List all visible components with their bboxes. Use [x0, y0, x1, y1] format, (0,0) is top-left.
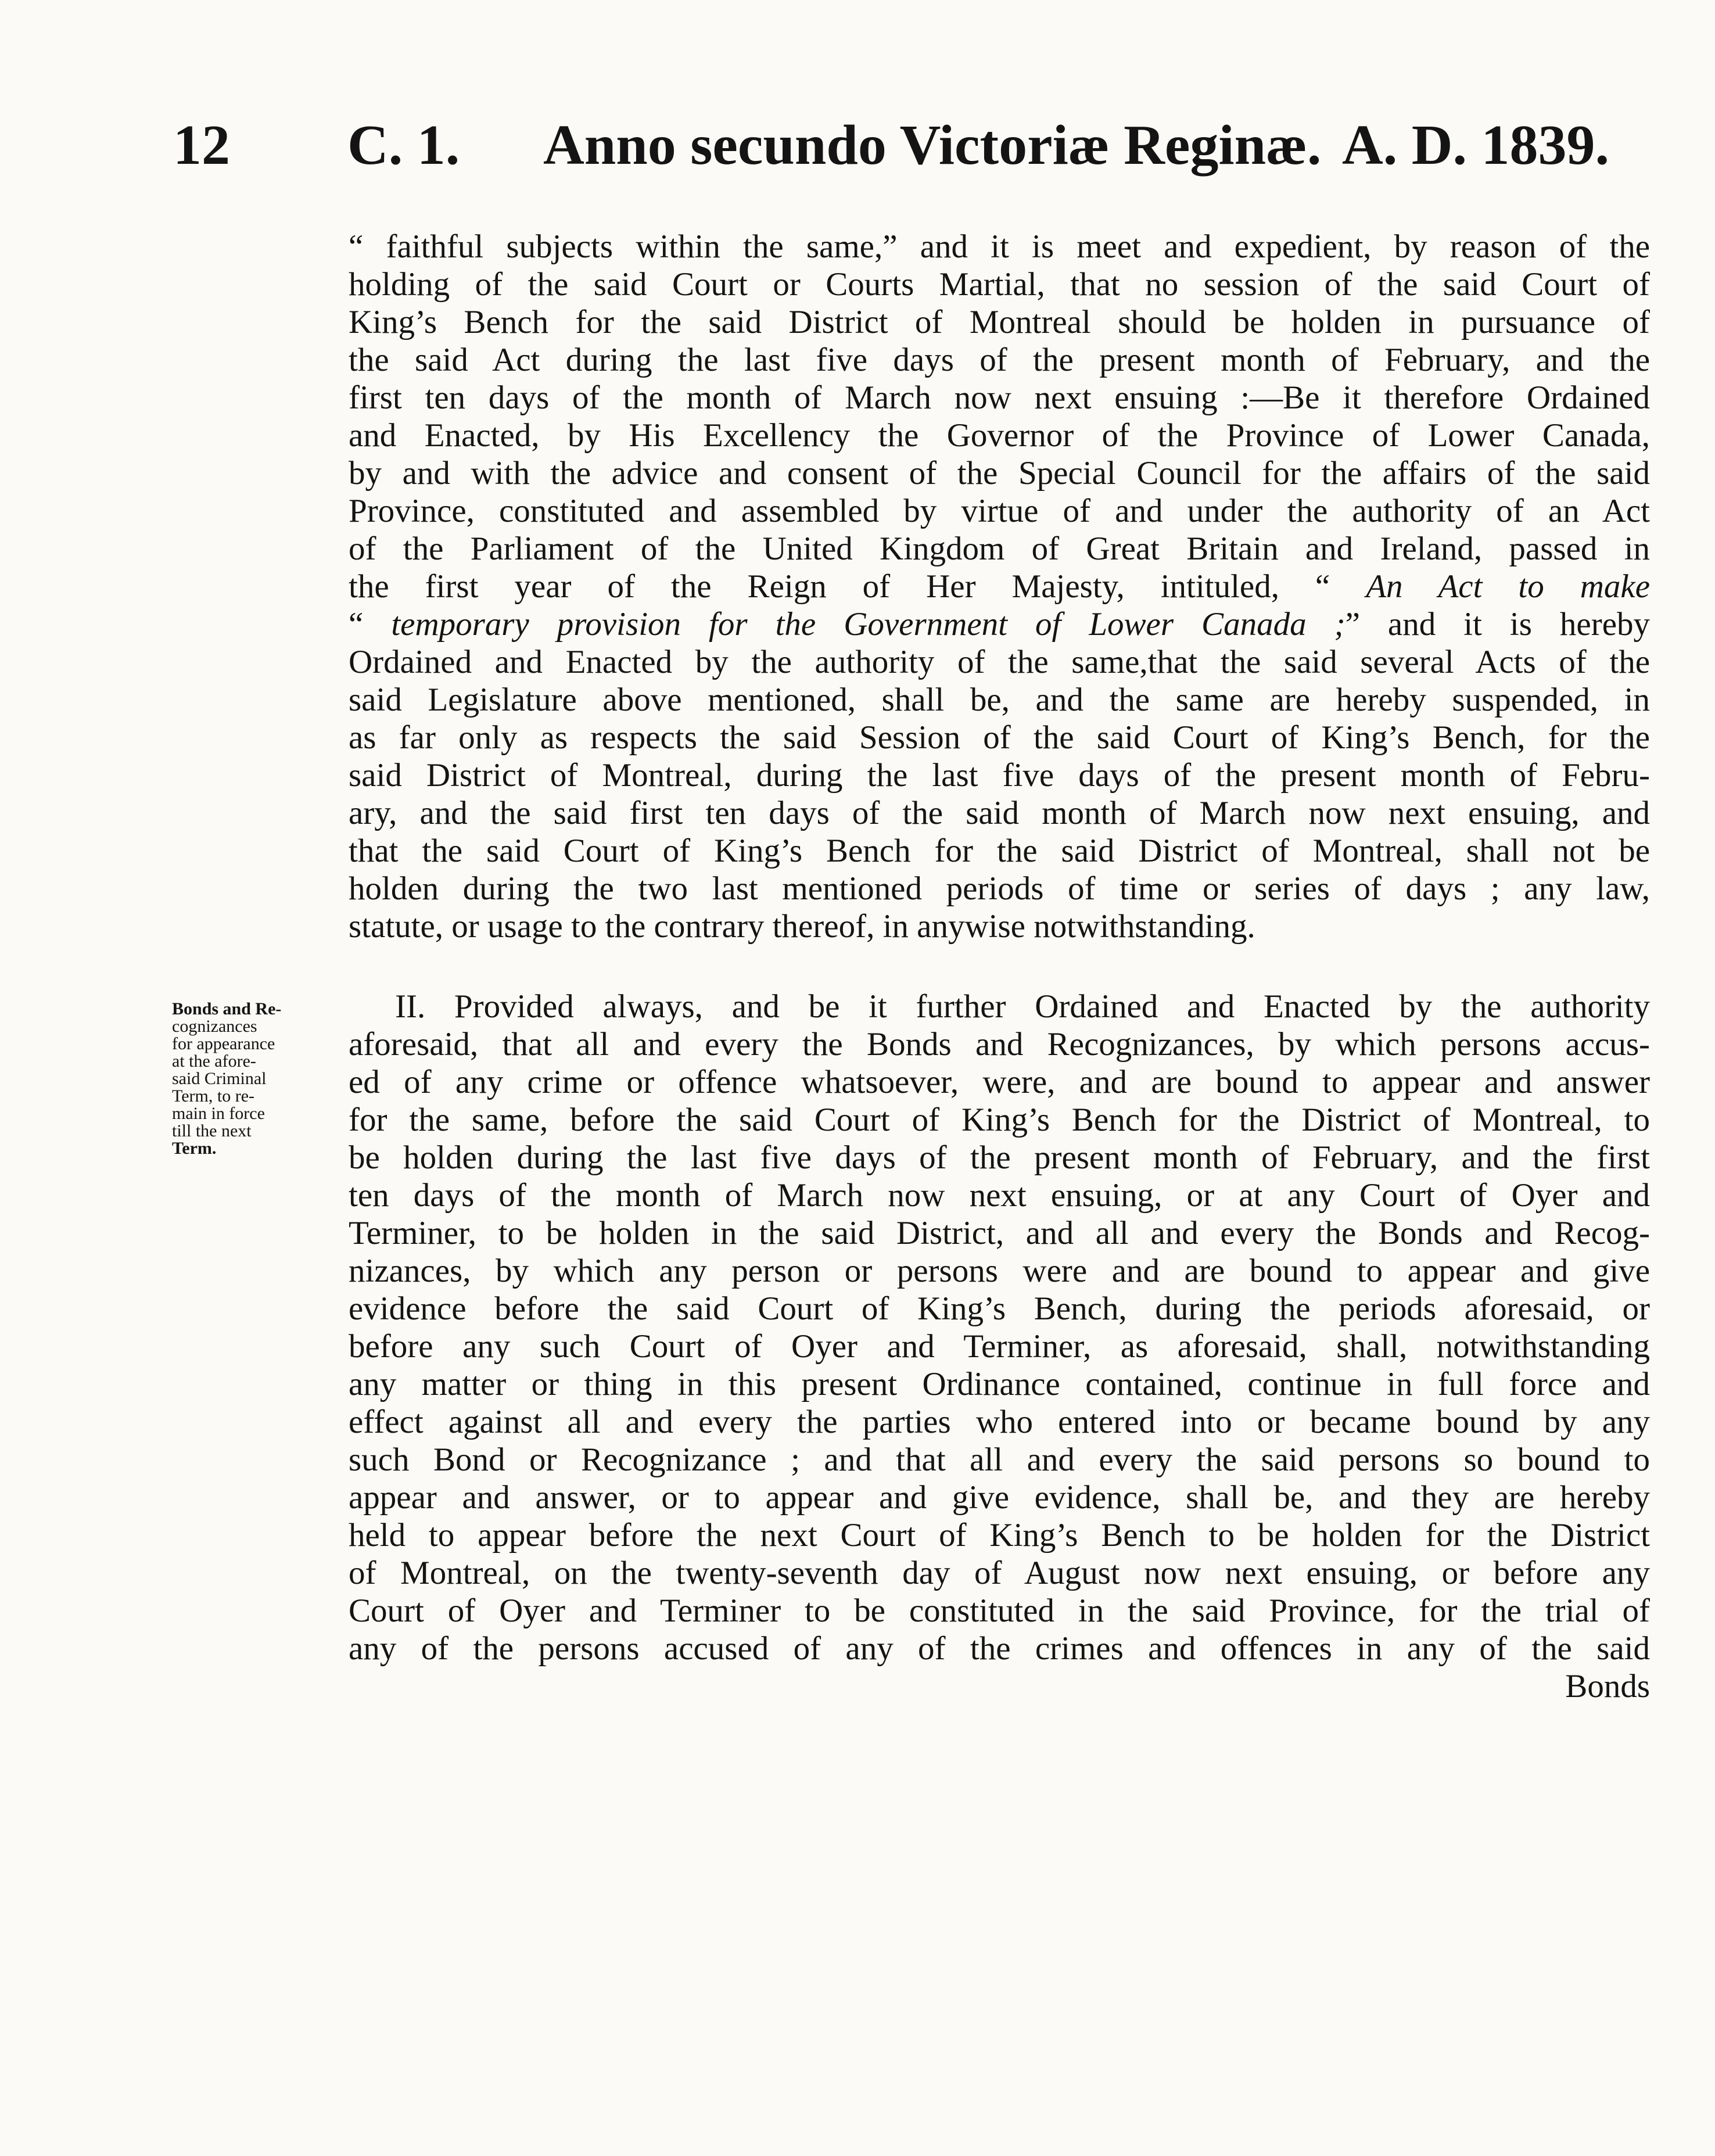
text-line: ed of any crime or offence whatsoever, were, and are bound to appear and answer — [349, 1064, 1650, 1100]
text-line: statute, or usage to the contrary thereof, in anywise notwithstanding. — [349, 908, 1255, 945]
act-title-italic: temporary provision for the Government of Lower Canada ; — [391, 606, 1346, 643]
text-line: II. Provided always, and be it further Ordained and Enacted by the authority — [395, 988, 1650, 1025]
text-line: holding of the said Court or Courts Martial, that no session of the said Court of — [349, 266, 1650, 303]
margin-note — [172, 1000, 335, 1157]
text-line: any matter or thing in this present Ordinance contained, continue in full force and — [349, 1366, 1650, 1402]
text-line — [349, 605, 1650, 643]
margin-note-line: cognizances — [172, 1017, 257, 1036]
text-segment: the first year of the Reign of Her Majesty, intituled, “ — [349, 568, 1330, 605]
text-line: said District of Montreal, during the last five days of the present month of Febru- — [349, 757, 1650, 794]
text-line: Ordained and Enacted by the authority of the same,that the said several Acts of the — [349, 644, 1650, 680]
text-line: Province, constituted and assembled by virtue of and under the authority of an Act — [349, 493, 1650, 529]
text-line: be holden during the last five days of the present month of February, and the first — [349, 1139, 1650, 1176]
text-line: of Montreal, on the twenty-seventh day of August now next ensuing, or before any — [349, 1555, 1650, 1591]
margin-note-line: Term, to re- — [172, 1086, 255, 1106]
margin-note-line: at the afore- — [172, 1052, 256, 1071]
text-line: first ten days of the month of March now next ensuing :—Be it therefore Ordained — [349, 379, 1650, 416]
text-line: “ faithful subjects within the same,” and it is meet and expedient, by reason of the — [349, 228, 1650, 265]
text-line: ten days of the month of March now next ensuing, or at any Court of Oyer and — [349, 1177, 1650, 1214]
text-line: and Enacted, by His Excellency the Governor of the Province of Lower Canada, — [349, 417, 1650, 454]
text-line: of the Parliament of the United Kingdom of Great Britain and Ireland, passed in — [349, 530, 1650, 567]
text-line: aforesaid, that all and every the Bonds and Recognizances, by which persons accus- — [349, 1026, 1650, 1063]
text-line: the said Act during the last five days of the present month of February, and the — [349, 342, 1650, 378]
margin-note-line: till the next — [172, 1121, 252, 1140]
running-header — [0, 110, 1715, 192]
text-line — [349, 568, 1650, 605]
text-line: Court of Oyer and Terminer to be constituted in the said Province, for the trial of — [349, 1592, 1650, 1629]
catchword: Bonds — [1565, 1668, 1650, 1705]
header-title: Anno secundo Victoriæ Reginæ. — [543, 114, 1322, 177]
text-line: holden during the two last mentioned periods of time or series of days ; any law, — [349, 870, 1650, 907]
text-line: such Bond or Recognizance ; and that all and every the said persons so bound to — [349, 1441, 1650, 1478]
margin-note-line: said Criminal — [172, 1069, 267, 1088]
text-line: by and with the advice and consent of the Special Council for the affairs of the said — [349, 455, 1650, 492]
text-line: before any such Court of Oyer and Terminer, as aforesaid, shall, notwithstanding — [349, 1328, 1650, 1365]
text-line: nizances, by which any person or persons were and are bound to appear and give — [349, 1253, 1650, 1289]
margin-note-line: Term. — [172, 1139, 217, 1158]
text-line: ary, and the said first ten days of the said month of March now next ensuing, and — [349, 795, 1650, 831]
text-segment: “ — [349, 606, 364, 643]
header-year: A. D. 1839. — [1342, 114, 1610, 177]
text-line: for the same, before the said Court of King’s Bench for the District of Montreal, to — [349, 1102, 1650, 1138]
text-line: held to appear before the next Court of King’s Bench to be holden for the District — [349, 1517, 1650, 1554]
text-line: evidence before the said Court of King’s Bench, during the periods aforesaid, or — [349, 1290, 1650, 1327]
margin-note-line: Bonds and Re- — [172, 999, 282, 1018]
paragraph-1 — [349, 228, 1650, 945]
text-line: King’s Bench for the said District of Montreal should be holden in pursuance of — [349, 304, 1650, 340]
text-line: any of the persons accused of any of the crimes and offences in any of the said — [349, 1630, 1650, 1667]
margin-note-line: for appearance — [172, 1034, 275, 1053]
page-number: 12 — [173, 114, 230, 177]
text-line: said Legislature above mentioned, shall be, and the same are hereby suspended, in — [349, 681, 1650, 718]
text-line: appear and answer, or to appear and give evidence, shall be, and they are hereby — [349, 1479, 1650, 1516]
text-line: Terminer, to be holden in the said District, and all and every the Bonds and Recog- — [349, 1215, 1650, 1251]
text-line: effect against all and every the parties who entered into or became bound by any — [349, 1404, 1650, 1440]
margin-note-line: main in force — [172, 1104, 265, 1123]
text-segment: ” and it is hereby — [1345, 606, 1651, 643]
text-line: that the said Court of King’s Bench for the said District of Montreal, shall not be — [349, 833, 1650, 869]
act-title-italic: An Act to make — [1366, 568, 1650, 605]
chapter-number: C. 1. — [347, 114, 460, 177]
paragraph-2 — [349, 988, 1650, 1705]
text-line: as far only as respects the said Session of the said Court of King’s Bench, for the — [349, 719, 1650, 756]
